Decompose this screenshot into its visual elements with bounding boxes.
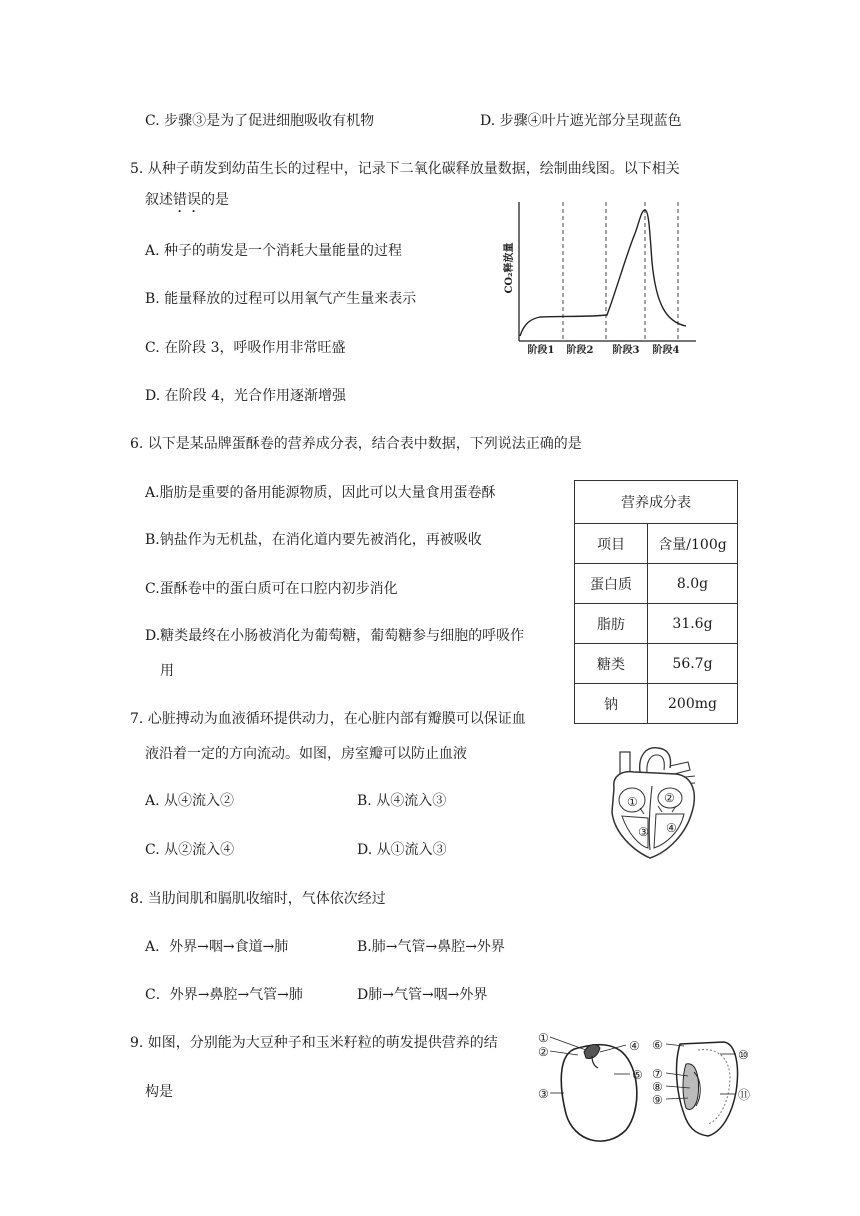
corn-label: ⑨ [652,1093,663,1107]
bean-seed-outline [561,1045,637,1141]
q4-option-d: D. 步骤④叶片遮光部分呈现蓝色 [480,113,682,129]
q6-option-c: C.蛋酥卷中的蛋白质可在口腔内初步消化 [145,581,398,597]
table-cell: 31.6g [648,604,738,644]
leader-line [550,1037,586,1050]
heart-label: ① [627,795,638,809]
table-row [575,644,738,684]
heart-outline [612,772,694,858]
bean-label: ② [538,1045,549,1059]
pulmonary-artery [670,762,690,774]
heart-label: ③ [638,825,649,839]
q5-stem-text-end: 的是 [201,192,229,208]
table-cell: 蛋白质 [575,564,648,604]
q5-stem-text: 叙述 [145,192,173,208]
q9-stem-line2: 构是 [145,1084,173,1100]
aorta-inner [647,755,664,772]
table-header: 含量/100g [648,524,738,564]
nutrition-table-title: 营养成分表 [575,481,738,524]
q5-stem: 5. 从种子萌发到幼苗生长的过程中，记录下二氧化碳释放量数据，绘制曲线图。以下相关 [130,161,680,177]
corn-label: ⑦ [652,1067,663,1081]
bean-label: ① [538,1031,549,1045]
aorta [640,748,671,772]
bean-seed-diagram [536,1030,658,1152]
table-row [575,524,738,564]
q6-option-d: D.糖类最终在小肠被消化为葡萄糖，葡萄糖参与细胞的呼吸作 [145,628,525,644]
corn-label: ⑪ [738,1088,751,1102]
q7-option-d: D. 从①流入③ [357,842,447,858]
heart-label: ④ [666,821,677,835]
corn-label: ⑥ [652,1038,663,1052]
table-cell: 脂肪 [575,604,648,644]
table-cell: 糖类 [575,644,648,684]
corn-label: ⑧ [652,1080,663,1094]
q5-option-c: C. 在阶段 3，呼吸作用非常旺盛 [145,340,346,356]
q6-option-a: A.脂肪是重要的备用能源物质，因此可以大量食用蛋卷酥 [145,485,496,501]
table-cell: 200mg [648,684,738,724]
table-header: 项目 [575,524,648,564]
q7-option-b: B. 从④流入③ [357,793,447,809]
q6-stem: 6. 以下是某品牌蛋酥卷的营养成分表，结合表中数据，下列说法正确的是 [130,436,582,452]
table-row [575,604,738,644]
nutrition-table [574,480,738,724]
q5-emphasis-word: 错误 [173,192,201,208]
table-cell: 钠 [575,684,648,724]
table-row [575,684,738,724]
x-tick-label: 阶段3 [612,345,640,356]
q8-option-a: A．外界→咽→食道→肺 [145,939,289,955]
q8-stem: 8. 当肋间肌和膈肌收缩时，气体依次经过 [130,891,386,907]
q4-option-c: C. 步骤③是为了促进细胞吸收有机物 [145,113,375,129]
q7-option-c: C. 从②流入④ [145,842,235,858]
q5-option-a: A. 种子的萌发是一个消耗大量能量的过程 [145,243,403,259]
q8-option-c: C．外界→鼻腔→气管→肺 [145,987,303,1003]
q8-option-d: D肺→气管→咽→外界 [357,987,488,1003]
q7-stem: 7. 心脏搏动为血液循环提供动力，在心脏内部有瓣膜可以保证血 [130,711,526,727]
table-cell: 56.7g [648,644,738,684]
bean-label: ③ [538,1087,549,1101]
table-cell: 8.0g [648,564,738,604]
bean-label: ⑤ [632,1068,643,1082]
bean-label: ④ [629,1039,640,1053]
x-tick-label: 阶段2 [566,345,594,356]
co2-curve [520,210,686,336]
q5-option-d: D. 在阶段 4，光合作用逐渐增强 [145,388,346,404]
corn-label: ⑩ [738,1048,749,1062]
table-row [575,564,738,604]
corn-seed-diagram [650,1036,758,1142]
q7-stem-line2: 液沿着一定的方向流动。如图，房室瓣可以防止血液 [145,746,467,762]
q5-stem-line2 [145,190,229,216]
q6-option-b: B.钠盐作为无机盐，在消化道内要先被消化，再被吸收 [145,532,482,548]
x-tick-label: 阶段1 [527,345,555,356]
q7-option-a: A. 从④流入② [145,793,235,809]
x-tick-label: 阶段4 [652,345,680,356]
q6-option-d-cont: 用 [160,663,174,679]
q5-co2-chart [500,196,700,360]
heart-diagram [600,742,710,862]
q9-stem: 9. 如图，分别能为大豆种子和玉米籽粒的萌发提供营养的结 [130,1035,498,1051]
heart-label: ② [664,791,675,805]
q5-option-b: B. 能量释放的过程可以用氧气产生量来表示 [145,291,417,307]
corn-embryo [683,1064,699,1110]
y-axis-label: CO₂释放量 [504,242,515,294]
q8-option-b: B.肺→气管→鼻腔→外界 [357,939,505,955]
